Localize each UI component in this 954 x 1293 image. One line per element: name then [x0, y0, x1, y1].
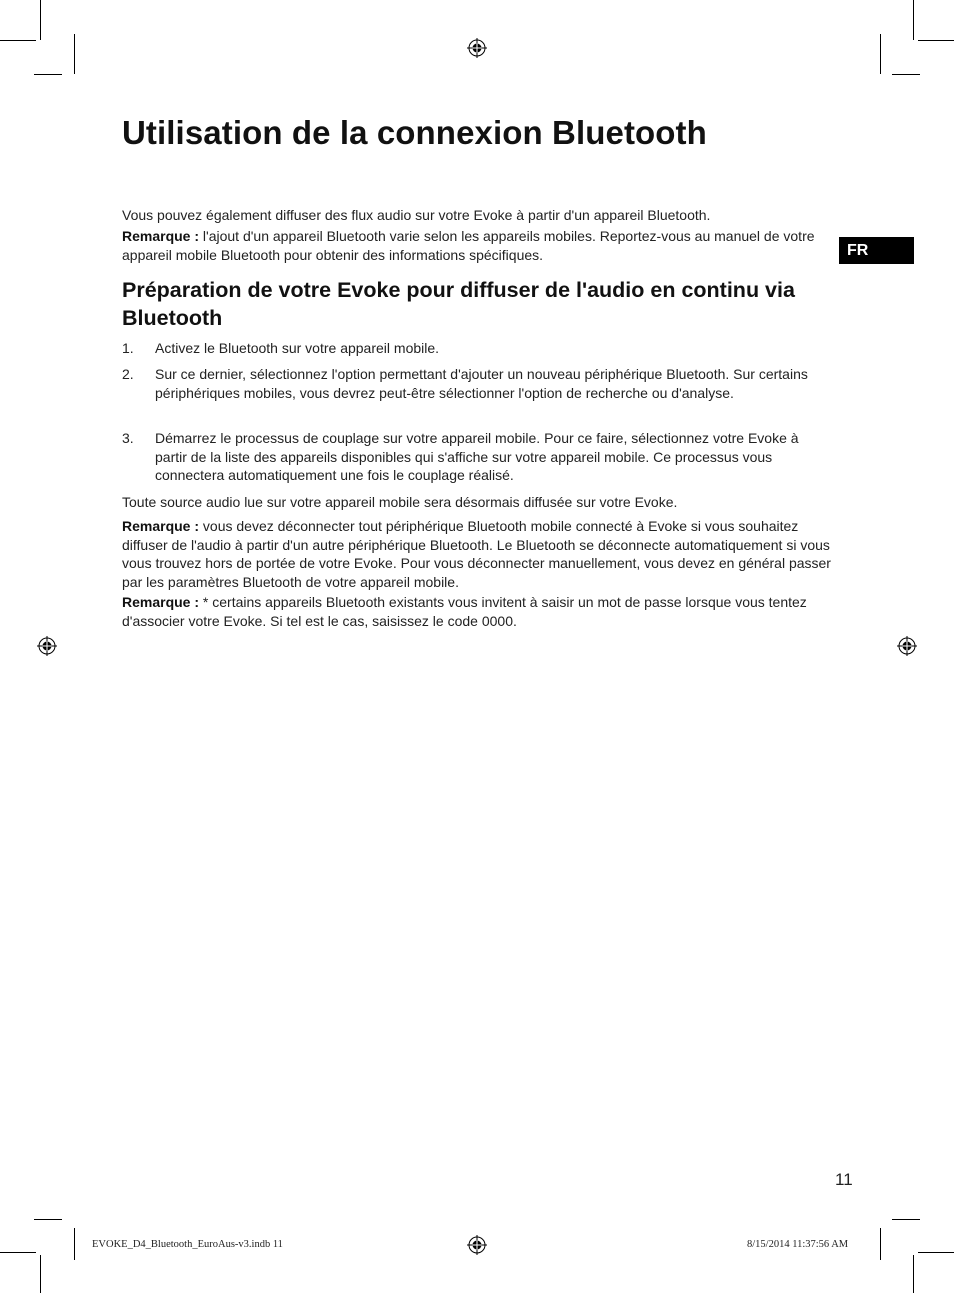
step-number: 3.	[122, 430, 134, 446]
page-title: Utilisation de la connexion Bluetooth	[122, 114, 707, 151]
intro-paragraph: Vous pouvez également diffuser des flux audio sur votre Evoke à partir d'un appareil Bluetooth.	[122, 207, 711, 223]
crop-mark	[34, 1219, 62, 1220]
crop-mark	[913, 0, 914, 40]
note-label: Remarque :	[122, 594, 200, 610]
section-heading: Préparation de votre Evoke pour diffuser de l'audio en continu via Bluetooth	[122, 278, 795, 330]
body-paragraph: Toute source audio lue sur votre appareil mobile sera désormais diffusée sur votre Evoke.	[122, 494, 678, 510]
crop-mark	[880, 34, 881, 74]
crop-mark	[0, 1252, 36, 1253]
note-paragraph	[122, 227, 832, 264]
crop-mark	[913, 1255, 914, 1293]
crop-mark	[34, 74, 62, 75]
note-label: Remarque :	[122, 228, 200, 244]
print-slug-timestamp: 8/15/2014 11:37:56 AM	[747, 1239, 849, 1250]
note-paragraph	[122, 517, 832, 591]
crop-mark	[40, 1255, 41, 1293]
note-text: l'ajout d'un appareil Bluetooth varie selon les appareils mobiles. Reportez-vous au manuel de votre appareil mobile Bluetooth pour obtenir des informations spécifiques.	[122, 228, 815, 263]
note-paragraph	[122, 593, 832, 630]
registration-mark-icon	[897, 636, 917, 656]
crop-mark	[74, 1228, 75, 1260]
crop-mark	[892, 74, 920, 75]
step-text: Démarrez le processus de couplage sur votre appareil mobile. Pour ce faire, sélectionnez votre Evoke à partir de la liste des appareils disponibles qui s'affiche sur votre appareil mobile. Ce processus vous connectera automatiquement une fois le couplage réalisé.	[155, 430, 799, 483]
step-number: 2.	[122, 366, 134, 382]
step-text: Sur ce dernier, sélectionnez l'option permettant d'ajouter un nouveau périphérique Bluetooth. Sur certains périphériques mobiles, vous devrez peut-être sélectionner l'option de recherche ou d'analyse.	[155, 366, 808, 401]
crop-mark	[40, 0, 41, 40]
note-text: vous devez déconnecter tout périphérique Bluetooth mobile connecté à Evoke si vous souhaitez diffuser de l'audio à partir d'un autre périphérique Bluetooth. Le Bluetooth se déconnecte automatiquement si vous vous trouvez hors de portée de votre Evoke. Pour vous déconnecter manuellement, vous devez en général passer par les paramètres Bluetooth de votre appareil mobile.	[122, 518, 831, 590]
crop-mark	[892, 1219, 920, 1220]
crop-mark	[0, 40, 36, 41]
note-label: Remarque :	[122, 518, 200, 534]
crop-mark	[918, 40, 954, 41]
registration-mark-icon	[37, 636, 57, 656]
crop-mark	[880, 1228, 881, 1260]
step-text: Activez le Bluetooth sur votre appareil mobile.	[155, 340, 440, 356]
language-tab: FR	[839, 237, 914, 264]
crop-mark	[74, 34, 75, 74]
registration-mark-icon	[467, 1235, 487, 1255]
print-slug-file: EVOKE_D4_Bluetooth_EuroAus-v3.indb 11	[92, 1239, 283, 1250]
step-number: 1.	[122, 340, 134, 356]
page-number: 11	[835, 1170, 853, 1189]
note-text: * certains appareils Bluetooth existants vous invitent à saisir un mot de passe lorsque vous tentez d'associer votre Evoke. Si tel est le cas, saisissez le code 0000.	[122, 594, 807, 629]
registration-mark-icon	[467, 38, 487, 58]
crop-mark	[918, 1252, 954, 1253]
